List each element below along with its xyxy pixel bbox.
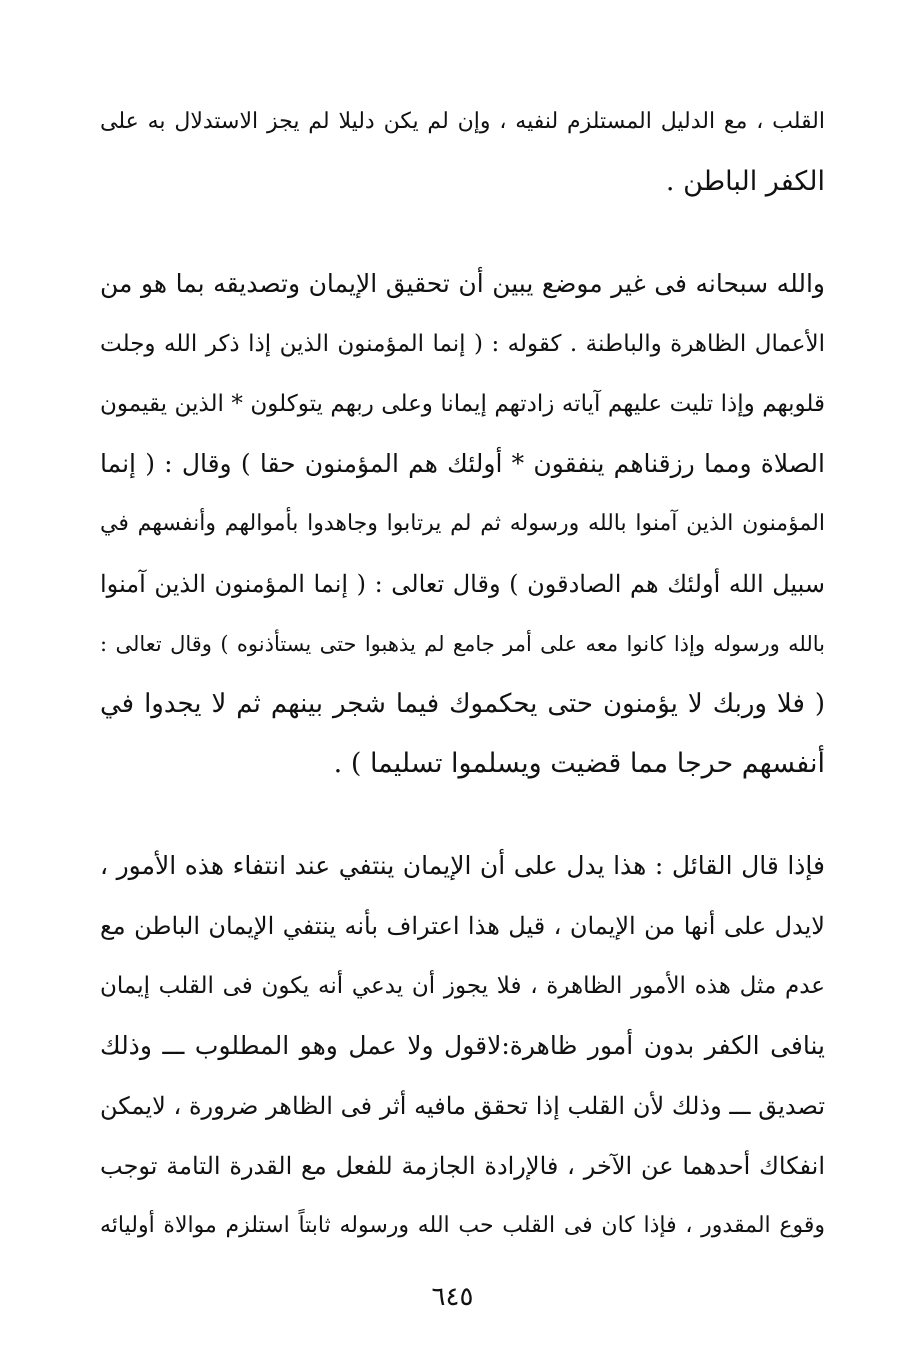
text-line: تصديق ـــ وذلك لأن القلب إذا تحقق مافيه أثر فى الظاهر ضرورة ، لايمكن [100,1092,825,1120]
text-line: والله سبحانه فى غير موضع يبين أن تحقيق الإيمان وتصديقه بما هو من [100,269,825,298]
text-line: لايدل على أنها من الإيمان ، قيل هذا اعتراف بأنه ينتفي الإيمان الباطن مع [100,912,825,940]
quran-verse-line: أنفسهم حرجا مما قضيت ويسلموا تسليما ) . [333,748,825,779]
paragraph-spacer [100,212,825,254]
text-line: عدم مثل هذه الأمور الظاهرة ، فلا يجوز أن يدعي أنه يكون فى القلب إيمان [100,973,825,999]
text-line: الكفر الباطن . [665,166,825,197]
quran-verse-line: المؤمنون الذين آمنوا بالله ورسوله ثم لم يرتابوا وجاهدوا بأموالهم وأنفسهم في [100,511,825,536]
text-line: بالله ورسوله وإذا كانوا معه على أمر جامع لم يذهبوا حتى يستأذنوه ) وقال تعالى : [100,632,825,656]
text-line: الصلاة ومما رزقناهم ينفقون * أولئك هم المؤمنون حقا ) وقال : ( إنما [100,449,825,478]
text-line: ينافى الكفر بدون أمور ظاهرة:لاقول ولا عمل وهو المطلوب ـــ وذلك [100,1031,825,1060]
text-line: وقوع المقدور ، فإذا كان فى القلب حب الله ورسوله ثابتاً استلزم موالاة أوليائه [100,1213,825,1238]
paragraph-1 [100,92,825,212]
page-number: ٦٤٥ [431,1282,474,1312]
paragraph-3 [100,836,825,1256]
paragraph-spacer [100,794,825,836]
quran-verse-line: ( فلا وربك لا يؤمنون حتى يحكموك فيما شجر بينهم ثم لا يجدوا في [100,689,825,719]
paragraph-2 [100,254,825,794]
text-line: انفكاك أحدهما عن الآخر ، فالإرادة الجازمة للفعل مع القدرة التامة توجب [100,1152,825,1180]
text-line: الأعمال الظاهرة والباطنة . كقوله : ( إنما المؤمنون الذين إذا ذكر الله وجلت [100,331,825,357]
text-line: سبيل الله أولئك هم الصادقون ) وقال تعالى : ( إنما المؤمنون الذين آمنوا [100,570,825,598]
text-line: القلب ، مع الدليل المستلزم لنفيه ، وإن لم يكن دليلا لم يجز الاستدلال به على [100,109,825,134]
text-line: فإذا قال القائل : هذا يدل على أن الإيمان ينتفي عند انتفاء هذه الأمور ، [100,851,825,880]
quran-verse-line: قلوبهم وإذا تليت عليهم آياته زادتهم إيمانا وعلى ربهم يتوكلون * الذين يقيمون [100,391,825,417]
